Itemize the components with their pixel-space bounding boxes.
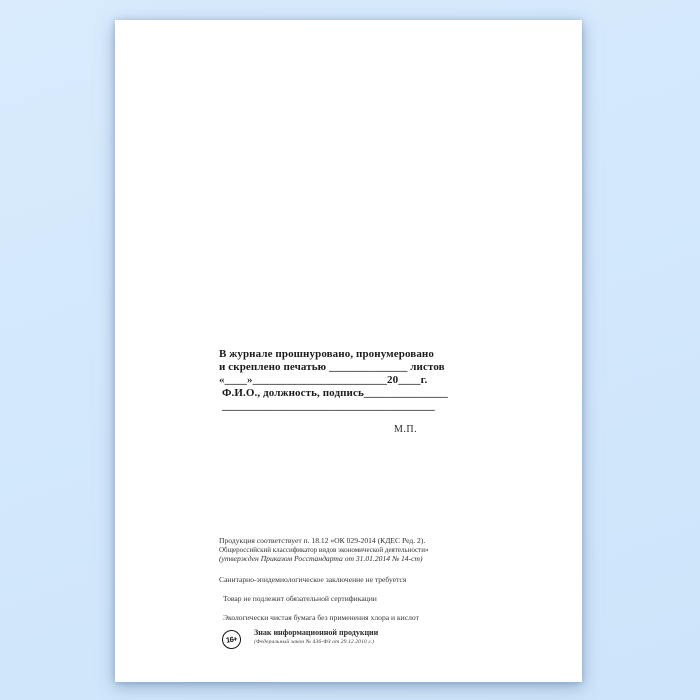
compliance-block [219, 537, 428, 563]
statement-sanitary: Санитарно-эпидемиологическое заключение не требуется [219, 575, 407, 584]
compliance-line-1: Продукция соответствует п. 18.12 «ОК 029-2014 (КДЕС Ред. 2). [219, 536, 426, 545]
age-rating-16plus-icon: 16+ [221, 629, 242, 650]
information-product-sign [222, 628, 378, 649]
information-sign-law-reference: (Федеральный закон № 436-ФЗ от 29.12.2010 г.) [254, 638, 375, 645]
information-sign-title: Знак информационной продукции [254, 628, 379, 637]
compliance-line-2: Общероссийский классификатор видов экономической деятельности» [219, 545, 429, 554]
stitch-line-3: «____»________________________20____г. [219, 374, 428, 386]
seal-place-mark: М.П. [394, 424, 418, 435]
information-sign-text [254, 628, 378, 645]
statement-certification: Товар не подлежит обязательной сертификации [223, 594, 377, 603]
stitch-line-2: и скреплено печатью ______________ листов [219, 361, 445, 373]
stitch-line-1: В журнале прошнуровано, пронумеровано [219, 348, 434, 360]
stitch-line-4: Ф.И.О., должность, подпись_______________ [222, 387, 448, 399]
stitch-certification-block [219, 348, 448, 413]
stitch-line-5: ______________________________________ [222, 400, 435, 412]
journal-back-page [115, 20, 582, 682]
compliance-line-3: (утвержден Приказом Росстандарта от 31.01.2014 № 14-ст) [219, 553, 423, 563]
statement-eco-paper: Экологически чистая бумага без применения хлора и кислот [223, 613, 419, 622]
